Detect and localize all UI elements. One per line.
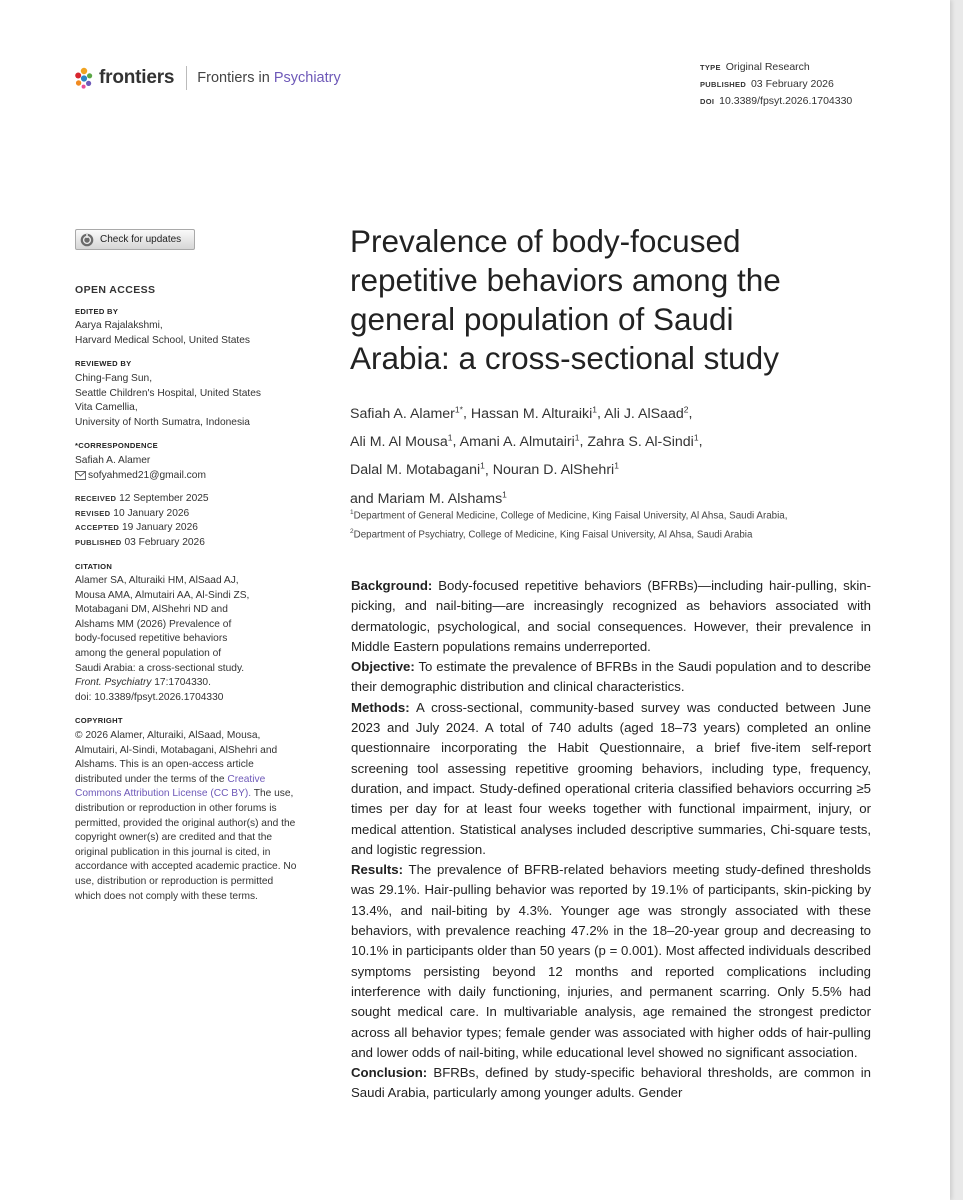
author[interactable]: and Mariam M. Alshams$^1$ — [350, 488, 507, 507]
check-for-updates-button[interactable] — [75, 229, 195, 250]
article-doi: DOI 10.3389/fpsyt.2026.1704330 — [700, 95, 853, 107]
author[interactable]: Amani A. Almutairi$^1$ — [459, 432, 580, 451]
abstract-objective: Objective: To estimate the prevalence of BFRBs in the Saudi population and to describe their demographic distribution and clinical characteristics. — [351, 659, 871, 695]
author[interactable]: Safiah A. Alamer$^{1*}$ — [350, 404, 463, 422]
author[interactable]: Ali M. Al Mousa$^1$ — [350, 432, 453, 451]
affiliations — [350, 505, 910, 544]
author[interactable]: Hassan M. Alturaiki$^1$ — [470, 404, 597, 422]
citation: CITATION Alamer SA, Alturaiki HM, AlSaad AJ, Mousa AMA, Almutairi AA, Al-Sindi ZS, Motabagani DM, AlShehri ND and Alshams MM (2026) Prevalence of body-focused repetitive behaviors among the general population of Saudi Arabia: a cross-sectional study. Front. Psychiatry 17:1704330. doi: 10.3389/fpsyt.2026.1704330 — [75, 561, 250, 703]
open-access-label: OPEN ACCESS — [75, 284, 156, 296]
copyright: COPYRIGHT © 2026 Alamer, Alturaiki, AlSaad, Mousa, Almutairi, Al-Sindi, Motabagani, AlShehri and Alshams. This is an open-access article distributed under the terms of the Creative Commons Attribution License (CC BY). The use, distribution or reproduction in other forums is permitted, provided the original author(s) and the copyright owner(s) are credited and that the original publication in this journal is cited, in accordance with accepted academic practice. No use, distribution or reproduction is permitted which does not comply with these terms. — [75, 716, 297, 902]
abstract — [351, 576, 871, 1104]
frontiers-logo[interactable] — [74, 66, 341, 90]
article-type: TYPE Original Research — [700, 61, 810, 73]
affiliation-1: $^1$Department of General Medicine, College of Medicine, King Faisal University, Al Ahsa, Saudi Arabia, — [350, 509, 788, 522]
abstract-methods: Methods: A cross-sectional, community-based survey was conducted between June 2023 and July 2024. A total of 740 adults (aged 18–73 years) completed an online questionnaire incorporating the Habit Questionnaire, a brief five-item self-report screening tool assessing repetitive grooming behaviors, including type, frequency, duration, and impact. Study-defined operational criteria classified behaviors occurring ≥5 times per day for at least four weeks together with functional impairment, injury, or medical attention. Statistical analyses included descriptive summaries, Chi-square tests, and logistic regression. — [351, 699, 871, 857]
correspondence-email[interactable]: sofyahmed21@gmail.com — [75, 469, 297, 484]
abstract-background: Background: Body-focused repetitive behaviors (BFRBs)—including hair-pulling, skin-picking, and nail-biting—are increasingly recognized as behaviors associated with dermatologic, psychological, and social consequences. However, their prevalence in Middle Eastern populations remains underreported. — [351, 578, 871, 654]
article-published: PUBLISHED 03 February 2026 — [700, 78, 834, 90]
abstract-conclusion: Conclusion: BFRBs, defined by study-specific behavioral thresholds, are common in Saudi Arabia, particularly among younger adults. Gender — [351, 1065, 871, 1101]
article-meta — [700, 59, 852, 110]
check-updates-icon — [80, 233, 94, 247]
sidebar — [75, 283, 297, 913]
logo-divider — [186, 66, 187, 90]
brand-name: frontiers — [99, 67, 175, 88]
author[interactable]: Nouran D. AlShehri$^1$ — [492, 460, 619, 479]
edited-by: EDITED BY Aarya Rajalakshmi, Harvard Medical School, United States — [75, 306, 250, 346]
affiliation-2: $^2$Department of Psychiatry, College of Medicine, King Faisal University, Al Ahsa, Saudi Arabia — [350, 528, 753, 541]
abstract-results: Results: The prevalence of BFRB-related behaviors meeting study-defined thresholds was 29.1%. Hair-pulling behavior was reported by 19.1% of participants, skin-picking by 13.4%, and nail-biting by 4.3%. Younger age was strongly associated with these behaviors, with prevalence reaching 47.2% in the 18–20-year group and decreasing to 10.1% in participants older than 50 years (p = 0.001). Most affected individuals described symptoms persisting beyond 12 months and reported complications including interference with daily functioning, injuries, and permanent scarring. Only 5.5% had sought medical care. In multivariable analysis, age remained the strongest predictor across all behavior types; female gender was associated with higher odds of hair-pulling and lower odds of nail-biting, while educational level showed no significant association. — [351, 862, 871, 1060]
reviewed-by: REVIEWED BY Ching-Fang Sun, Seattle Children's Hospital, United States Vita Camellia, University of North Sumatra, Indonesia — [75, 359, 261, 428]
correspondence-name: Safiah A. Alamer — [75, 454, 151, 466]
cc-by-license-link[interactable]: Creative Commons Attribution License (CC BY). — [75, 773, 266, 800]
article-dates: RECEIVED 12 September 2025 REVISED 10 January 2026 ACCEPTED 19 January 2026 PUBLISHED 03 February 2026 — [75, 493, 209, 548]
author-list: Safiah A. Alamer$^{1*}$, Hassan M. Alturaiki$^1$, Ali J. AlSaad$^2$, Ali M. Al Mousa$^1$, Amani A. Almutairi$^1$, Zahra S. Al-Sindi$^1$, Dalal M. Motabagani$^1$, Nouran D. AlShehri$^1$ and Mariam M. Alshams$^1$ — [350, 404, 703, 507]
correspondence: *CORRESPONDENCE Safiah A. Alamer sofyahmed21@gmail.com — [75, 439, 297, 483]
article-title: Prevalence of body-focused repetitive behaviors among the general population of Saudi Arabia: a cross-sectional study — [350, 223, 781, 376]
author[interactable]: Ali J. AlSaad$^2$ — [604, 404, 689, 422]
journal-name: Frontiers in Psychiatry — [197, 70, 341, 86]
check-updates-label: Check for updates — [100, 234, 182, 245]
envelope-icon — [75, 471, 86, 480]
author[interactable]: Zahra S. Al-Sindi$^1$ — [587, 432, 699, 451]
author[interactable]: Dalal M. Motabagani$^1$ — [350, 460, 485, 479]
frontiers-mark-icon — [74, 67, 94, 89]
